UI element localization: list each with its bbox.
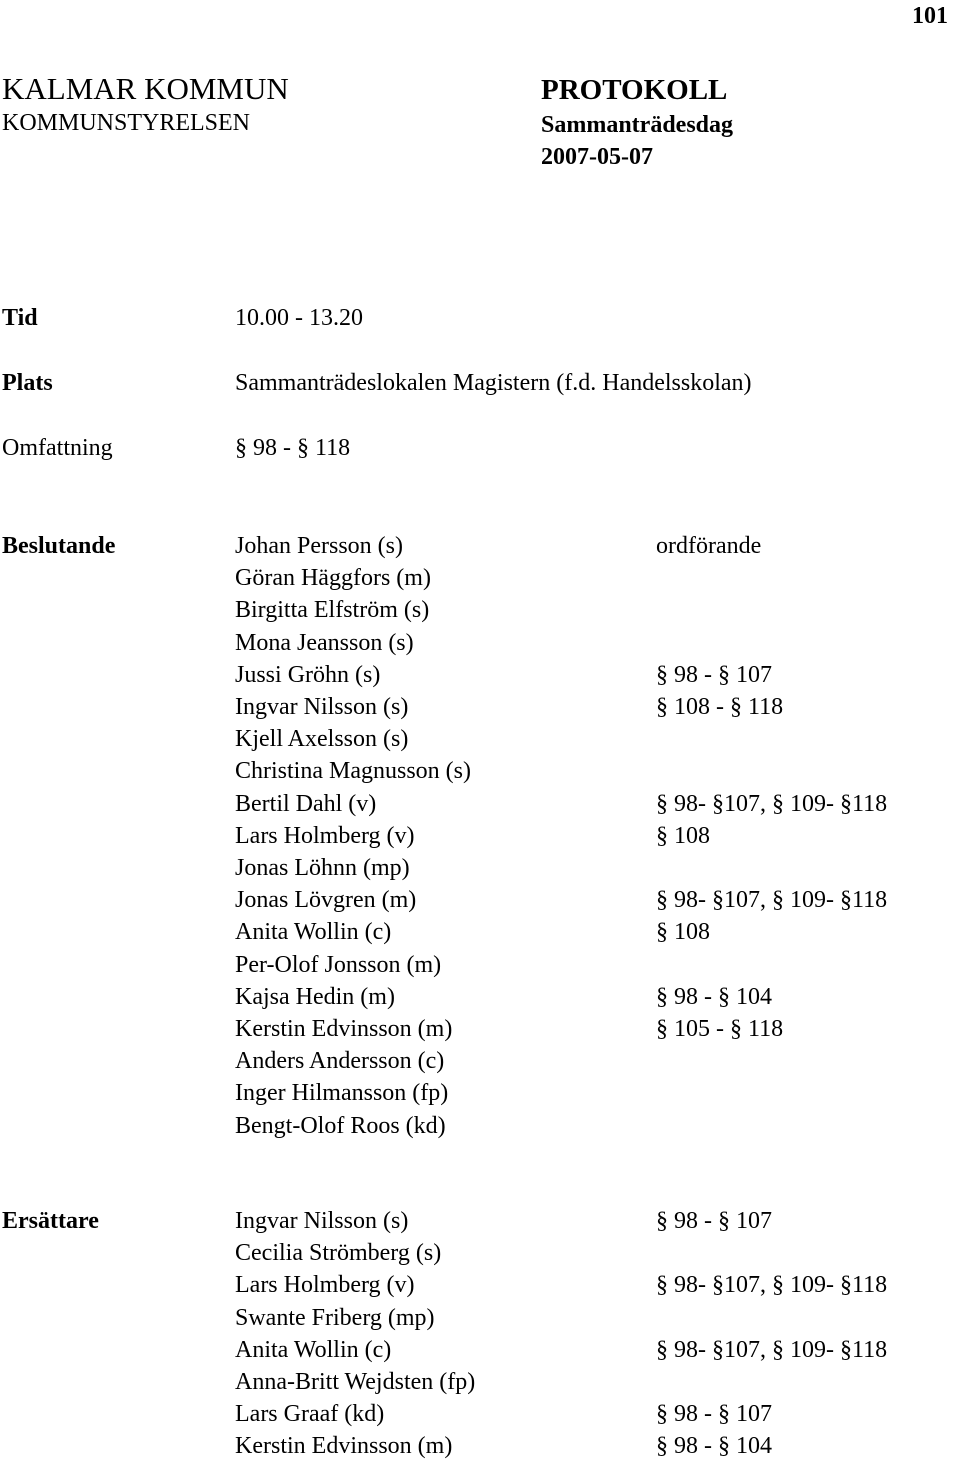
member-note: § 98- §107, § 109- §118 — [656, 1272, 888, 1299]
member-name: Jussi Gröhn (s) — [235, 661, 381, 688]
place-value: Sammanträdeslokalen Magistern (f.d. Handelsskolan) — [235, 370, 752, 396]
member-note: § 108 — [656, 919, 710, 946]
member-note: § 98 - § 104 — [656, 983, 772, 1010]
member-name: Lars Holmberg (v) — [235, 1272, 415, 1299]
member-name: Ingvar Nilsson (s) — [235, 1208, 409, 1234]
member-note: § 98 - § 107 — [656, 1208, 772, 1234]
member-name: Swante Friberg (mp) — [235, 1304, 435, 1331]
member-name: Bengt-Olof Roos (kd) — [235, 1112, 446, 1139]
member-note: § 108 — [656, 822, 710, 849]
member-name: Anders Andersson (c) — [235, 1048, 445, 1075]
member-note: ordförande — [656, 533, 762, 559]
member-name: Jonas Löhnn (mp) — [235, 855, 410, 881]
member-name: Christina Magnusson (s) — [235, 758, 471, 785]
member-name: Per-Olof Jonsson (m) — [235, 951, 442, 978]
time-value: 10.00 - 13.20 — [235, 305, 363, 331]
place-label: Plats — [2, 370, 53, 396]
member-note: § 98- §107, § 109- §118 — [656, 790, 888, 817]
member-name: Bertil Dahl (v) — [235, 790, 377, 817]
member-name: Birgitta Elfström (s) — [235, 597, 430, 624]
member-name: Anita Wollin (c) — [235, 1336, 392, 1363]
scope-value: § 98 - § 118 — [235, 435, 351, 461]
member-name: Cecilia Strömberg (s) — [235, 1240, 442, 1267]
org-name: KALMAR KOMMUN — [2, 71, 289, 106]
beslutande-label: Beslutande — [2, 533, 116, 559]
page-number: 101 — [912, 3, 948, 29]
scope-label: Omfattning — [2, 435, 113, 461]
member-note: § 98- §107, § 109- §118 — [656, 1336, 888, 1363]
meeting-day-label: Sammanträdesdag — [541, 112, 734, 138]
member-note: § 98 - § 107 — [656, 661, 772, 688]
member-name: Anna-Britt Wejdsten (fp) — [235, 1369, 476, 1395]
member-note: § 98- §107, § 109- §118 — [656, 887, 888, 914]
member-name: Mona Jeansson (s) — [235, 629, 414, 656]
member-name: Göran Häggfors (m) — [235, 565, 431, 592]
meeting-date: 2007-05-07 — [541, 144, 653, 170]
member-note: § 105 - § 118 — [656, 1016, 784, 1042]
member-note: § 108 - § 118 — [656, 694, 784, 720]
member-name: Kajsa Hedin (m) — [235, 983, 395, 1010]
time-label: Tid — [2, 305, 38, 331]
member-name: Johan Persson (s) — [235, 533, 403, 559]
member-name: Ingvar Nilsson (s) — [235, 694, 409, 720]
member-note: § 98 - § 107 — [656, 1401, 772, 1428]
ersattare-label: Ersättare — [2, 1208, 99, 1234]
member-note: § 98 - § 104 — [656, 1433, 772, 1460]
member-name: Jonas Lövgren (m) — [235, 887, 417, 914]
member-name: Kjell Axelsson (s) — [235, 726, 409, 753]
member-name: Inger Hilmansson (fp) — [235, 1080, 449, 1107]
member-name: Lars Graaf (kd) — [235, 1401, 385, 1428]
member-name: Kerstin Edvinsson (m) — [235, 1016, 453, 1042]
board-name: KOMMUNSTYRELSEN — [2, 110, 251, 136]
member-name: Kerstin Edvinsson (m) — [235, 1433, 453, 1460]
document-type: PROTOKOLL — [541, 74, 728, 106]
member-name: Lars Holmberg (v) — [235, 822, 415, 849]
member-name: Anita Wollin (c) — [235, 919, 392, 946]
